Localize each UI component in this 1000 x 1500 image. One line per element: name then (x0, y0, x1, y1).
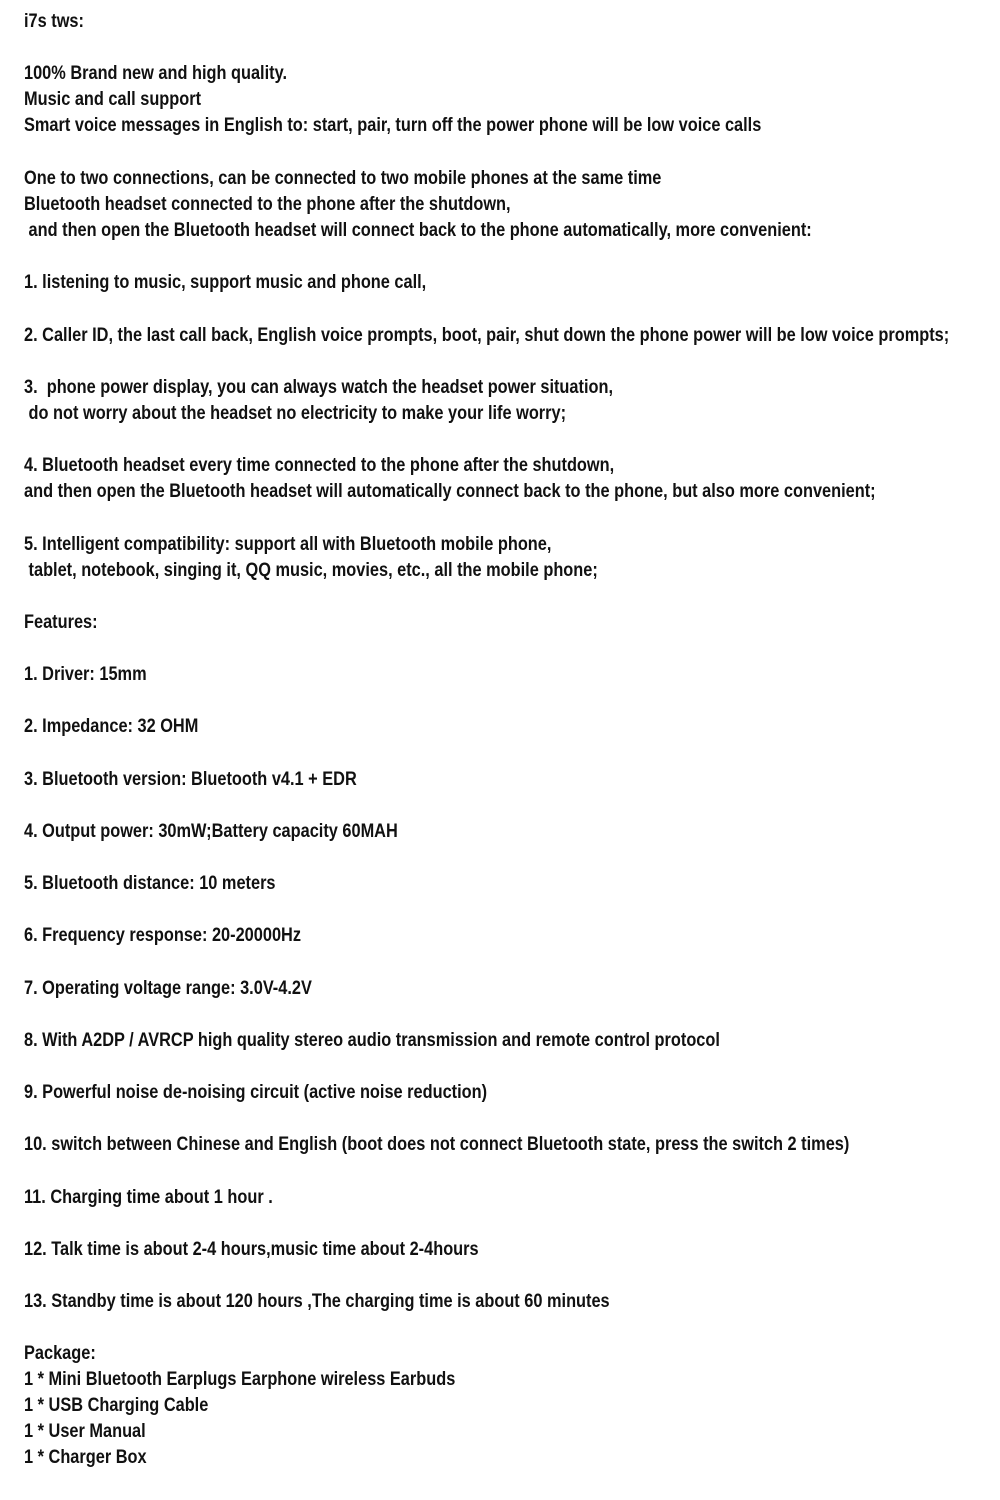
package-item: 1 * USB Charging Cable (24, 1395, 209, 1416)
feature-item: 10. switch between Chinese and English (boot does not connect Bluetooth state, press the switch 2 times) (24, 1134, 850, 1155)
function-item: 4. Bluetooth headset every time connected to the phone after the shutdown, (24, 455, 615, 476)
feature-item: 1. Driver: 15mm (24, 664, 147, 685)
feature-item: 9. Powerful noise de-noising circuit (active noise reduction) (24, 1082, 488, 1103)
package-item: 1 * Charger Box (24, 1447, 147, 1468)
feature-item: 12. Talk time is about 2-4 hours,music time about 2-4hours (24, 1239, 479, 1260)
function-item-continued: tablet, notebook, singing it, QQ music, movies, etc., all the mobile phone; (24, 560, 598, 581)
feature-item: 5. Bluetooth distance: 10 meters (24, 873, 276, 894)
intro-line: Smart voice messages in English to: start, pair, turn off the power phone will be low voice calls (24, 115, 762, 136)
intro-line: Music and call support (24, 89, 202, 110)
doc-title: i7s tws: (24, 11, 84, 32)
package-heading: Package: (24, 1343, 96, 1364)
feature-item: 11. Charging time about 1 hour . (24, 1187, 273, 1208)
function-item: 2. Caller ID, the last call back, English voice prompts, boot, pair, shut down the phone power will be low voice prompts; (24, 325, 950, 346)
connection-line: Bluetooth headset connected to the phone after the shutdown, (24, 194, 511, 215)
feature-item: 2. Impedance: 32 OHM (24, 716, 199, 737)
feature-item: 13. Standby time is about 120 hours ,The charging time is about 60 minutes (24, 1291, 610, 1312)
connection-line: One to two connections, can be connected to two mobile phones at the same time (24, 168, 662, 189)
feature-item: 7. Operating voltage range: 3.0V-4.2V (24, 978, 312, 999)
feature-item: 8. With A2DP / AVRCP high quality stereo audio transmission and remote control protocol (24, 1030, 720, 1051)
intro-line: 100% Brand new and high quality. (24, 63, 287, 84)
feature-item: 3. Bluetooth version: Bluetooth v4.1 + EDR (24, 769, 357, 790)
package-item: 1 * User Manual (24, 1421, 146, 1442)
features-heading: Features: (24, 612, 98, 633)
package-item: 1 * Mini Bluetooth Earplugs Earphone wireless Earbuds (24, 1369, 456, 1390)
function-item-continued: and then open the Bluetooth headset will automatically connect back to the phone, but also more convenient; (24, 481, 876, 502)
feature-item: 4. Output power: 30mW;Battery capacity 60MAH (24, 821, 398, 842)
function-item: 3. phone power display, you can always watch the headset power situation, (24, 377, 613, 398)
connection-line: and then open the Bluetooth headset will connect back to the phone automatically, more convenient: (24, 220, 812, 241)
feature-item: 6. Frequency response: 20-20000Hz (24, 925, 302, 946)
function-item: 1. listening to music, support music and phone call, (24, 272, 427, 293)
function-item: 5. Intelligent compatibility: support all with Bluetooth mobile phone, (24, 534, 552, 555)
function-item-continued: do not worry about the headset no electricity to make your life worry; (24, 403, 567, 424)
